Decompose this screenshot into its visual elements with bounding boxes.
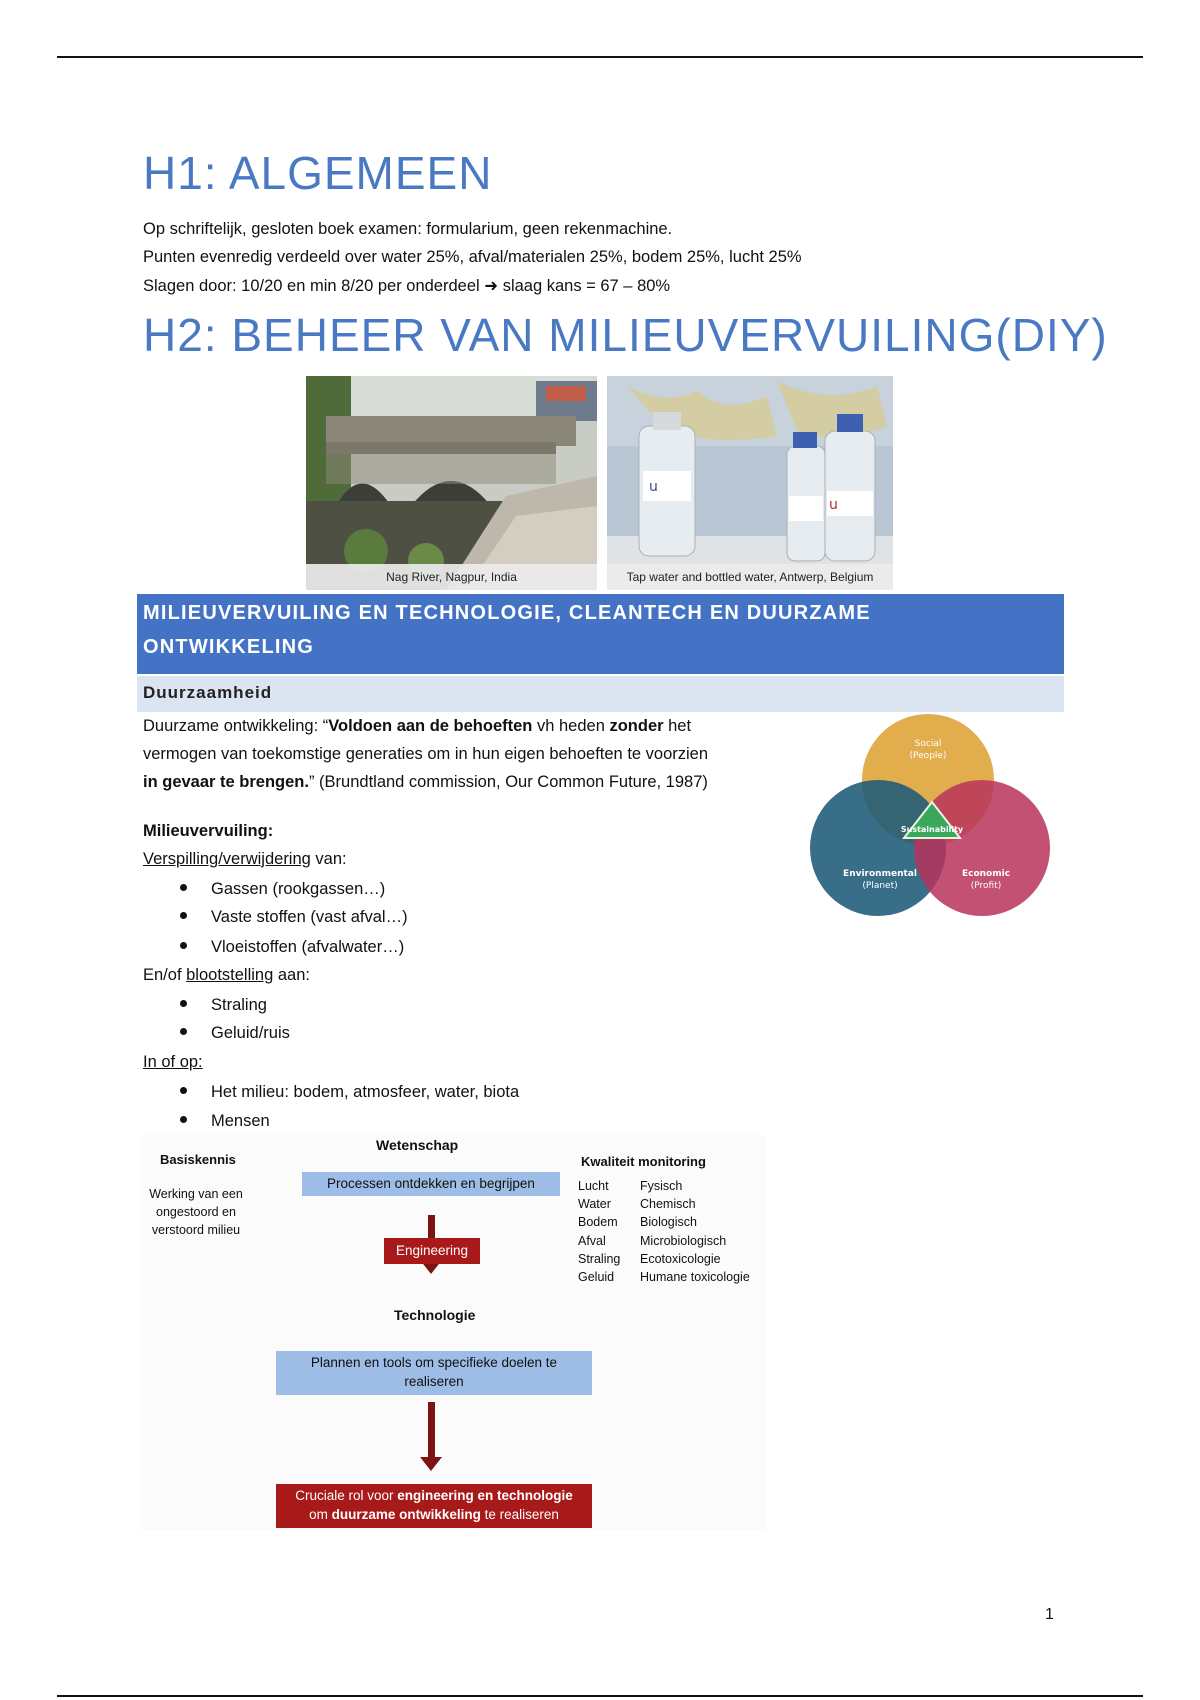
list-item-text: Vaste stoffen (vast afval…) <box>211 908 408 926</box>
page-number: 1 <box>1045 1606 1054 1623</box>
bullet-icon <box>180 1087 187 1094</box>
bottles-photo-image <box>607 376 893 590</box>
list-item-text: Geluid/ruis <box>211 1024 290 1042</box>
monitoring-types-list <box>640 1177 750 1286</box>
heading-h1: H1: ALGEMEEN <box>143 147 493 199</box>
bullet-icon <box>180 942 187 949</box>
compartments-list <box>578 1177 620 1286</box>
definition-bold: in gevaar te brengen. <box>143 773 309 791</box>
crucial-text: Cruciale rol voor <box>295 1488 398 1503</box>
basis-line-2: ongestoord en <box>156 1205 236 1219</box>
engineering-box: Engineering <box>384 1238 480 1264</box>
monitoring-type-item: Humane toxicologie <box>640 1270 750 1285</box>
svg-text:u: u <box>649 479 658 495</box>
compartment-item: Lucht <box>578 1179 609 1193</box>
bottom-rule <box>57 1695 1143 1697</box>
monitoring-type-item: Chemisch <box>640 1197 696 1212</box>
arrow-down-icon <box>420 1457 442 1471</box>
bullet-icon <box>180 1116 187 1123</box>
list-item <box>180 880 385 899</box>
definition-bold: zonder <box>609 717 664 735</box>
waste-line <box>143 850 347 869</box>
section-banner-line2: ONTWIKKELING <box>143 636 315 658</box>
list-item-text: Mensen <box>211 1112 270 1130</box>
basis-line-3: verstoord milieu <box>151 1223 241 1237</box>
exposure-prefix: En/of <box>143 966 187 984</box>
venn-environmental-sublabel: (Planet) <box>862 881 898 891</box>
definition-text: het <box>663 717 692 735</box>
plans-line-2: realiseren <box>404 1374 464 1389</box>
section-banner <box>137 594 1064 674</box>
in-on-line: In of op: <box>143 1053 203 1071</box>
compartment-item: Water <box>578 1197 611 1212</box>
exam-info-line: Op schriftelijk, gesloten boek examen: formularium, geen rekenmachine. <box>143 220 673 238</box>
sustainability-venn-diagram <box>808 714 1058 916</box>
definition-text: vh heden <box>532 717 610 735</box>
bullet-icon <box>180 1000 187 1007</box>
quality-monitoring-title: Kwaliteit monitoring <box>581 1154 706 1169</box>
exposure-term: blootstelling <box>186 966 274 984</box>
discover-box: Processen ontdekken en begrijpen <box>302 1172 560 1196</box>
river-photo <box>306 376 597 590</box>
definition-bold: Voldoen aan de behoeften <box>328 717 533 735</box>
subsection-heading: Duurzaamheid <box>143 683 273 702</box>
arrow-right-icon: ➜ <box>484 277 499 295</box>
top-rule <box>57 56 1143 58</box>
plans-line-1: Plannen en tools om specifieke doelen te <box>310 1355 558 1370</box>
compartment-item: Straling <box>578 1251 621 1266</box>
bullet-icon <box>180 884 187 891</box>
crucial-line-1 <box>276 1486 592 1505</box>
crucial-bold: duurzame ontwikkeling <box>331 1507 481 1522</box>
list-item <box>180 938 404 957</box>
technology-label: Technologie <box>394 1307 476 1323</box>
venn-social-label: Social <box>914 739 942 749</box>
monitoring-type-item: Fysisch <box>640 1179 683 1193</box>
section-banner-line1: MILIEUVERVUILING EN TECHNOLOGIE, CLEANTECH EN DUURZAME <box>143 602 871 624</box>
waste-term: Verspilling/verwijdering <box>143 850 311 868</box>
river-photo-caption: Nag River, Nagpur, India <box>306 564 597 590</box>
compartment-item: Bodem <box>578 1215 618 1230</box>
pass-criteria: Slagen door: 10/20 en min 8/20 per onderdeel <box>143 277 480 295</box>
exposure-suffix: aan: <box>273 966 310 984</box>
arrow-down-icon <box>428 1402 435 1460</box>
list-item-text: Gassen (rookgassen…) <box>211 880 386 898</box>
definition-text: Duurzame ontwikkeling: “ <box>143 717 329 735</box>
monitoring-type-item: Microbiologisch <box>640 1233 727 1248</box>
list-item-text: Straling <box>211 996 267 1014</box>
points-info-line: Punten evenredig verdeeld over water 25%, afval/materialen 25%, bodem 25%, lucht 25% <box>143 248 802 266</box>
bottles-photo-caption: Tap water and bottled water, Antwerp, Belgium <box>607 564 893 590</box>
pass-info-line <box>143 276 670 296</box>
exposure-line <box>143 966 310 985</box>
venn-environmental-label: Environmental <box>843 869 917 879</box>
monitoring-type-item: Biologisch <box>640 1215 697 1230</box>
crucial-text: te realiseren <box>480 1507 559 1522</box>
crucial-role-box <box>276 1484 592 1528</box>
list-item <box>180 908 408 927</box>
compartment-item: Afval <box>578 1233 606 1248</box>
plans-box <box>276 1351 592 1395</box>
basis-line-1: Werking van een <box>149 1187 243 1201</box>
list-item-text: Het milieu: bodem, atmosfeer, water, biota <box>211 1083 520 1101</box>
venn-economic-label: Economic <box>961 869 1011 879</box>
definition-line-1 <box>143 717 691 736</box>
list-item <box>180 1024 290 1043</box>
svg-text:u: u <box>829 497 838 513</box>
science-technology-diagram <box>140 1135 765 1530</box>
venn-economic-circle <box>914 780 1050 916</box>
definition-source: ” (Brundtland commission, Our Common Future, 1987) <box>308 773 708 791</box>
definition-line-3 <box>143 773 708 792</box>
pass-chance: slaag kans = 67 – 80% <box>502 277 671 295</box>
venn-social-sublabel: (People) <box>909 751 947 761</box>
compartment-item: Geluid <box>578 1270 615 1285</box>
list-item <box>180 1112 270 1131</box>
list-item-text: Vloeistoffen (afvalwater…) <box>211 938 405 956</box>
definition-line-2: vermogen van toekomstige generaties om in hun eigen behoeften te voorzien <box>143 745 709 763</box>
waste-suffix: van: <box>310 850 347 868</box>
science-label: Wetenschap <box>376 1137 459 1153</box>
heading-h2: H2: BEHEER VAN MILIEUVERVUILING(DIY) <box>143 309 1108 361</box>
crucial-text: om <box>309 1507 332 1522</box>
subsection-bar <box>137 676 1064 712</box>
bottles-photo <box>607 376 893 590</box>
list-item <box>180 996 267 1015</box>
monitoring-type-item: Ecotoxicologie <box>640 1251 721 1266</box>
list-item <box>180 1083 519 1102</box>
bullet-icon <box>180 912 187 919</box>
pollution-heading: Milieuvervuiling: <box>143 822 274 840</box>
bullet-icon <box>180 1028 187 1035</box>
river-photo-image <box>306 376 597 590</box>
basis-title: Basiskennis <box>160 1152 236 1167</box>
crucial-line-2 <box>276 1505 592 1524</box>
crucial-bold: engineering en technologie <box>397 1488 573 1503</box>
venn-center-label: Sustainability <box>900 825 964 834</box>
venn-economic-sublabel: (Profit) <box>970 881 1002 891</box>
